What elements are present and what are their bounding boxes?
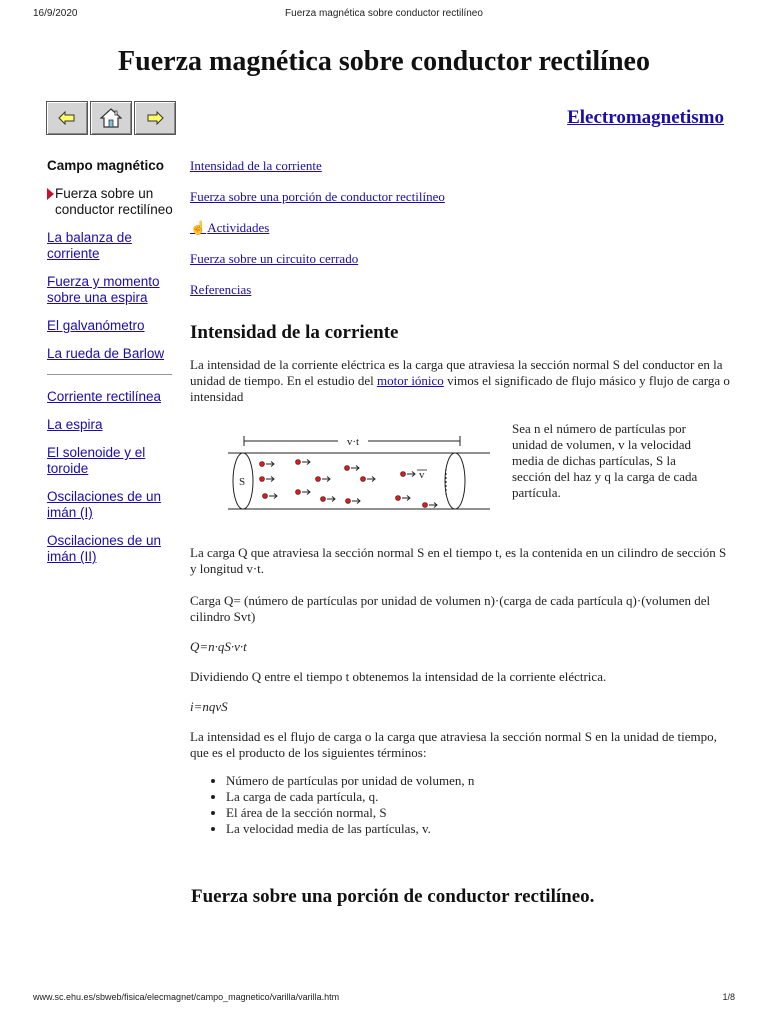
sidebar-current-item: [47, 186, 177, 218]
home-icon: [100, 108, 122, 128]
toc-circuito-cerrado[interactable]: Fuerza sobre un circuito cerrado: [190, 251, 359, 266]
list-item: • La carga de cada partícula, q.: [226, 789, 730, 805]
main-content: [190, 158, 730, 905]
paragraph-carga: La carga Q que atraviesa la sección normal S en el tiempo t, es la contenida en un cilindro de sección S y longitud v·t.: [190, 545, 727, 576]
sidebar-item-espira[interactable]: La espira: [47, 417, 103, 432]
sidebar-divider: [47, 374, 172, 375]
motor-ionico-link[interactable]: motor iónico: [377, 373, 444, 388]
terms-list: [190, 773, 730, 837]
forward-button[interactable]: [134, 101, 176, 135]
sidebar-item-balanza[interactable]: La balanza de corriente: [47, 230, 132, 261]
table-of-contents: [190, 158, 730, 298]
activity-hand-icon: ☝: [190, 220, 207, 235]
equation-q: Q=n·qS·v·t: [190, 639, 247, 654]
print-title: Fuerza magnética sobre conductor rectilíneo: [285, 8, 483, 19]
home-button[interactable]: [90, 101, 132, 135]
sidebar-item-solenoide[interactable]: El solenoide y el toroide: [47, 445, 146, 476]
page-title: Fuerza magnética sobre conductor rectilíneo: [118, 46, 650, 77]
intro-paragraph: [190, 357, 730, 405]
toc-fuerza-porcion[interactable]: Fuerza sobre una porción de conductor rectilíneo: [190, 189, 445, 204]
charged-particles: [260, 460, 428, 508]
sidebar-item-rueda-barlow[interactable]: La rueda de Barlow: [47, 346, 165, 361]
sidebar-current-label: Fuerza sobre un conductor rectilíneo: [55, 186, 173, 217]
equation-i: i=nqvS: [190, 699, 228, 714]
toc-referencias[interactable]: Referencias: [190, 282, 252, 297]
sidebar-item-oscilaciones-1[interactable]: Oscilaciones de un imán (I): [47, 489, 162, 520]
paragraph-formula-verbal: Carga Q= (número de partículas por unidad de volumen n)·(carga de cada partícula q)·(volumen del cilindro Svt): [190, 593, 711, 624]
section-heading-fuerza: Fuerza sobre una porción de conductor rectilíneo.: [191, 886, 595, 907]
section-label: S: [239, 476, 246, 488]
back-button[interactable]: [46, 101, 88, 135]
list-item: • La velocidad media de las partículas, v.: [226, 821, 730, 837]
velocity-label: v: [419, 469, 425, 481]
list-item: • Número de partículas por unidad de volumen, n: [226, 773, 730, 789]
electromagnetismo-link[interactable]: Electromagnetismo: [567, 107, 724, 128]
intro-text: La intensidad de la corriente eléctrica es la carga que atraviesa la sección normal S del conductor en la unidad de tiempo. En el estudio del: [190, 357, 723, 388]
sidebar-heading: Campo magnético: [47, 158, 165, 173]
list-item: • El área de la sección normal, S: [226, 805, 730, 821]
print-header: [0, 8, 768, 22]
length-label: v·t: [346, 436, 360, 448]
toc-actividades-label: Actividades: [207, 220, 270, 235]
toc-intensidad[interactable]: Intensidad de la corriente: [190, 158, 322, 173]
intro-text-end: vimos el significado de flujo másico y flujo de carga o intensidad: [190, 373, 730, 404]
figure-block: [190, 421, 730, 533]
conductor-diagram: [210, 421, 510, 531]
sidebar: [47, 158, 177, 577]
sidebar-item-corriente-rectilinea[interactable]: Corriente rectilínea: [47, 389, 162, 404]
toc-actividades[interactable]: [190, 220, 730, 236]
sidebar-item-galvanometro[interactable]: El galvanómetro: [47, 318, 145, 333]
figure-caption: Sea n el número de partículas por unidad de volumen, v la velocidad media de dichas partículas, S la sección del haz y q la carga de cada partícula.: [512, 421, 698, 500]
current-marker-icon: [47, 188, 54, 200]
print-page-number: 1/8: [722, 992, 735, 1002]
arrow-right-icon: [146, 111, 164, 125]
section-heading-intensidad: Intensidad de la corriente: [190, 322, 399, 343]
print-url: www.sc.ehu.es/sbweb/fisica/elecmagnet/campo_magnetico/varilla/varilla.htm: [33, 992, 340, 1002]
sidebar-item-oscilaciones-2[interactable]: Oscilaciones de un imán (II): [47, 533, 162, 564]
print-date: 16/9/2020: [33, 8, 78, 19]
paragraph-dividiendo: Dividiendo Q entre el tiempo t obtenemos la intensidad de la corriente eléctrica.: [190, 669, 607, 684]
arrow-left-icon: [58, 111, 76, 125]
paragraph-flujo: La intensidad es el flujo de carga o la carga que atraviesa la sección normal S en la unidad de tiempo, que es el producto de los siguientes términos:: [190, 729, 717, 760]
sidebar-item-fuerza-momento[interactable]: Fuerza y momento sobre una espira: [47, 274, 160, 305]
nav-button-bar: [46, 101, 178, 135]
